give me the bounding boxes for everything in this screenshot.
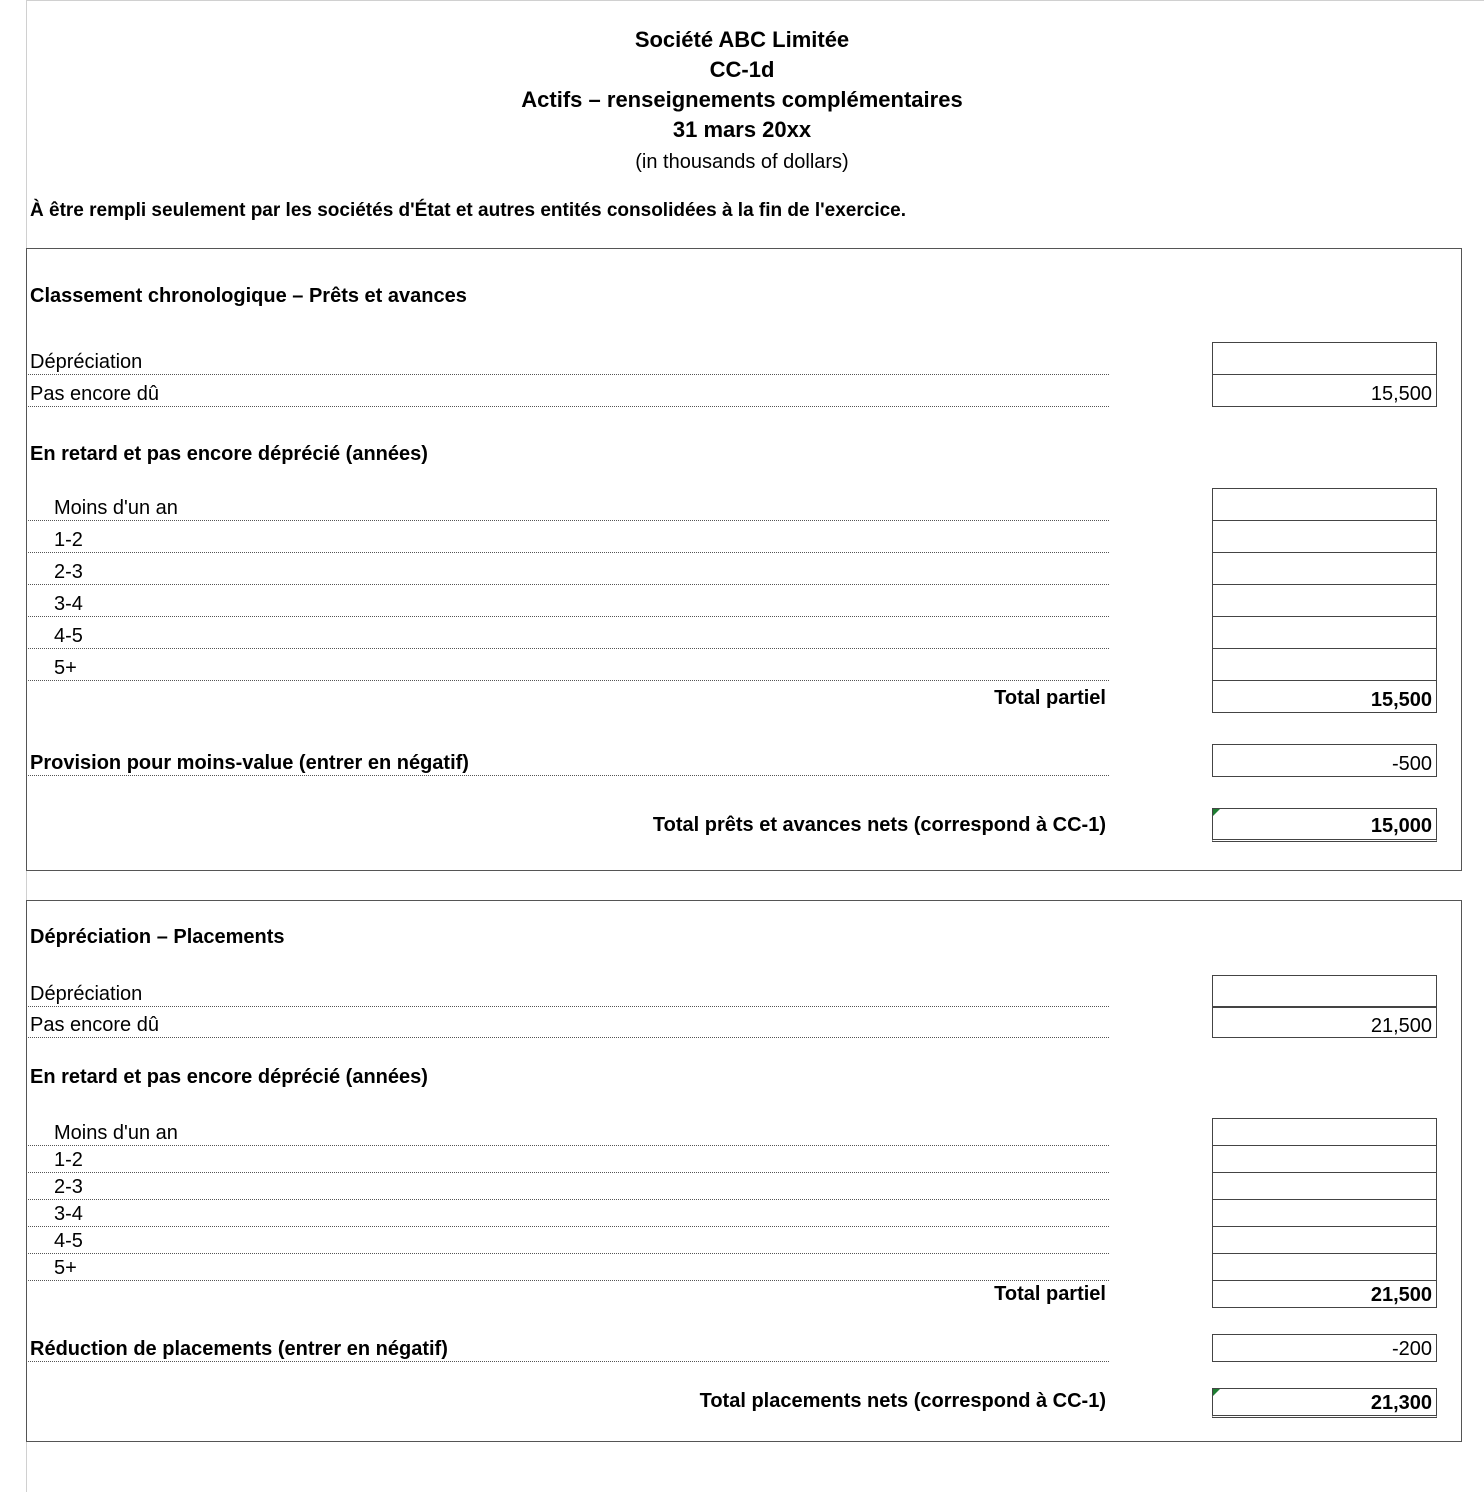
loans-overdue-title: En retard et pas encore déprécié (années) [30, 443, 428, 465]
report-date: 31 mars 20xx [672, 117, 812, 142]
form-title: Actifs – renseignements complémentaires [521, 87, 963, 112]
loans-overdue-label: 5+ [28, 650, 1109, 681]
investments-overdue-label: 1-2 [28, 1146, 1109, 1173]
loans-depreciation-input[interactable] [1212, 342, 1437, 375]
loans-allowance-input[interactable]: -500 [1212, 744, 1437, 777]
investments-overdue-label: 5+ [28, 1254, 1109, 1281]
loans-overdue-label: Moins d'un an [28, 490, 1109, 521]
loans-not-due-input[interactable]: 15,500 [1212, 374, 1437, 407]
investments-overdue-input[interactable] [1212, 1226, 1437, 1254]
investments-subtotal-label: Total partiel [994, 1283, 1106, 1305]
loans-overdue-input[interactable] [1212, 520, 1437, 553]
formula-indicator-icon [1213, 1389, 1220, 1396]
investments-not-due-label: Pas encore dû [28, 1007, 1109, 1038]
investments-overdue-input[interactable] [1212, 1253, 1437, 1281]
loans-allowance-label: Provision pour moins-value (entrer en négatif) [28, 745, 1109, 776]
form-code: CC-1d [709, 57, 775, 82]
investments-overdue-label: 3-4 [28, 1200, 1109, 1227]
investments-reduction-input[interactable]: -200 [1212, 1334, 1437, 1362]
loans-title: Classement chronologique – Prêts et avances [30, 285, 467, 307]
investments-net-value [1212, 1388, 1437, 1418]
loans-depreciation-label: Dépréciation [28, 344, 1109, 375]
investments-subtotal-value: 21,500 [1212, 1280, 1437, 1308]
loans-net-amount: 15,000 [1370, 815, 1432, 837]
loans-overdue-input[interactable] [1212, 616, 1437, 649]
loans-overdue-label: 1-2 [28, 522, 1109, 553]
company-name: Société ABC Limitée [634, 27, 850, 52]
formula-indicator-icon [1213, 809, 1220, 816]
investments-not-due-input[interactable]: 21,500 [1212, 1006, 1437, 1038]
investments-overdue-input[interactable] [1212, 1145, 1437, 1173]
loans-overdue-input[interactable] [1212, 648, 1437, 681]
loans-overdue-label: 4-5 [28, 618, 1109, 649]
loans-net-label: Total prêts et avances nets (correspond à CC-1) [652, 814, 1106, 836]
instructions: À être rempli seulement par les sociétés d'État et autres entités consolidées à la fin de l'exercice. [30, 200, 907, 221]
loans-subtotal-value: 15,500 [1212, 680, 1437, 713]
investments-depreciation-label: Dépréciation [28, 976, 1109, 1007]
investments-overdue-label: 2-3 [28, 1173, 1109, 1200]
units-note: (in thousands of dollars) [635, 151, 849, 173]
investments-overdue-input[interactable] [1212, 1199, 1437, 1227]
loans-overdue-label: 3-4 [28, 586, 1109, 617]
loans-overdue-input[interactable] [1212, 552, 1437, 585]
loans-net-value [1212, 808, 1437, 842]
loans-overdue-label: 2-3 [28, 554, 1109, 585]
investments-overdue-input[interactable] [1212, 1172, 1437, 1200]
loans-not-due-label: Pas encore dû [28, 376, 1109, 407]
loans-subtotal-label: Total partiel [994, 687, 1106, 709]
investments-overdue-label: Moins d'un an [28, 1119, 1109, 1146]
investments-overdue-label: 4-5 [28, 1227, 1109, 1254]
investments-net-label: Total placements nets (correspond à CC-1) [699, 1390, 1106, 1412]
loans-overdue-input[interactable] [1212, 488, 1437, 521]
loans-overdue-input[interactable] [1212, 584, 1437, 617]
investments-reduction-label: Réduction de placements (entrer en négatif) [28, 1331, 1109, 1362]
investments-overdue-title: En retard et pas encore déprécié (années) [30, 1066, 428, 1088]
investments-overdue-input[interactable] [1212, 1118, 1437, 1146]
investments-depreciation-input[interactable] [1212, 975, 1437, 1008]
investments-title: Dépréciation – Placements [30, 926, 285, 948]
investments-net-amount: 21,300 [1370, 1392, 1432, 1414]
